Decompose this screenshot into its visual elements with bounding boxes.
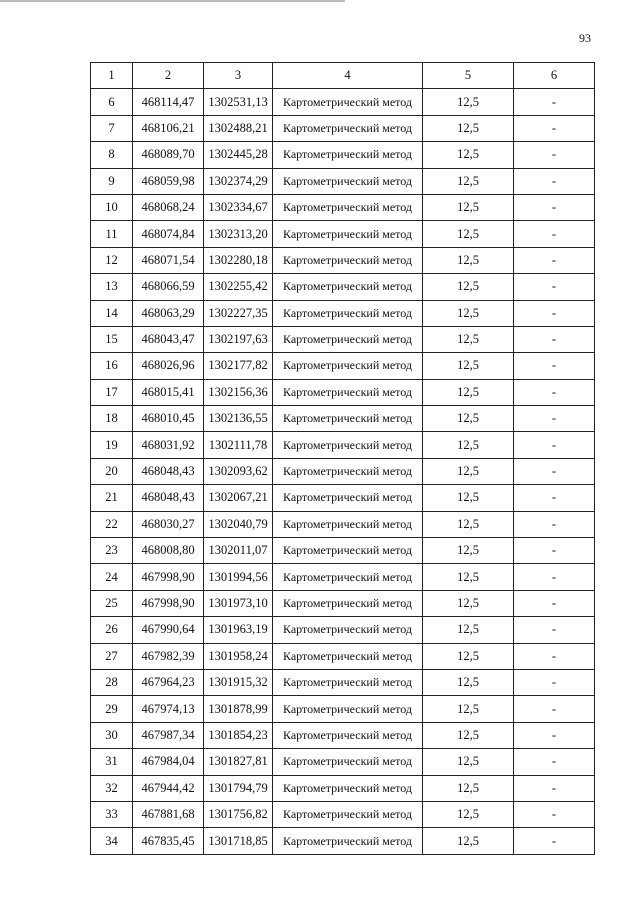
method-cell: Картометрический метод — [273, 432, 423, 458]
point-number-cell: 9 — [91, 168, 133, 194]
note-cell: - — [514, 432, 595, 458]
method-cell: Картометрический метод — [273, 696, 423, 722]
note-cell: - — [514, 828, 595, 854]
y-coordinate-cell: 1301854,23 — [204, 722, 273, 748]
table-row — [91, 406, 595, 432]
table-row — [91, 564, 595, 590]
column-header-2: 2 — [133, 63, 204, 89]
y-coordinate-cell: 1301958,24 — [204, 643, 273, 669]
point-number-cell: 6 — [91, 89, 133, 115]
point-number-cell: 30 — [91, 722, 133, 748]
accuracy-cell: 12,5 — [423, 194, 514, 220]
note-cell: - — [514, 300, 595, 326]
column-header-4: 4 — [273, 63, 423, 89]
method-cell: Картометрический метод — [273, 194, 423, 220]
point-number-cell: 19 — [91, 432, 133, 458]
table-row — [91, 379, 595, 405]
accuracy-cell: 12,5 — [423, 432, 514, 458]
note-cell: - — [514, 590, 595, 616]
y-coordinate-cell: 1301915,32 — [204, 669, 273, 695]
point-number-cell: 21 — [91, 485, 133, 511]
y-coordinate-cell: 1301794,79 — [204, 775, 273, 801]
x-coordinate-cell: 468048,43 — [133, 485, 204, 511]
point-number-cell: 7 — [91, 115, 133, 141]
method-cell: Картометрический метод — [273, 353, 423, 379]
table-row — [91, 274, 595, 300]
note-cell: - — [514, 669, 595, 695]
x-coordinate-cell: 468015,41 — [133, 379, 204, 405]
x-coordinate-cell: 467944,42 — [133, 775, 204, 801]
table-row — [91, 617, 595, 643]
y-coordinate-cell: 1302255,42 — [204, 274, 273, 300]
x-coordinate-cell: 467990,64 — [133, 617, 204, 643]
x-coordinate-cell: 468031,92 — [133, 432, 204, 458]
accuracy-cell: 12,5 — [423, 775, 514, 801]
table-row — [91, 221, 595, 247]
column-header-5: 5 — [423, 63, 514, 89]
x-coordinate-cell: 468043,47 — [133, 326, 204, 352]
accuracy-cell: 12,5 — [423, 168, 514, 194]
point-number-cell: 32 — [91, 775, 133, 801]
method-cell: Картометрический метод — [273, 669, 423, 695]
x-coordinate-cell: 467974,13 — [133, 696, 204, 722]
method-cell: Картометрический метод — [273, 89, 423, 115]
point-number-cell: 8 — [91, 142, 133, 168]
note-cell: - — [514, 406, 595, 432]
y-coordinate-cell: 1302280,18 — [204, 247, 273, 273]
x-coordinate-cell: 467982,39 — [133, 643, 204, 669]
x-coordinate-cell: 468089,70 — [133, 142, 204, 168]
x-coordinate-cell: 468026,96 — [133, 353, 204, 379]
point-number-cell: 13 — [91, 274, 133, 300]
table-row — [91, 590, 595, 616]
table-row — [91, 194, 595, 220]
table-row — [91, 722, 595, 748]
y-coordinate-cell: 1301718,85 — [204, 828, 273, 854]
note-cell: - — [514, 538, 595, 564]
method-cell: Картометрический метод — [273, 643, 423, 669]
method-cell: Картометрический метод — [273, 221, 423, 247]
x-coordinate-cell: 468063,29 — [133, 300, 204, 326]
method-cell: Картометрический метод — [273, 590, 423, 616]
note-cell: - — [514, 326, 595, 352]
point-number-cell: 25 — [91, 590, 133, 616]
note-cell: - — [514, 643, 595, 669]
accuracy-cell: 12,5 — [423, 590, 514, 616]
point-number-cell: 29 — [91, 696, 133, 722]
x-coordinate-cell: 468071,54 — [133, 247, 204, 273]
accuracy-cell: 12,5 — [423, 142, 514, 168]
accuracy-cell: 12,5 — [423, 89, 514, 115]
y-coordinate-cell: 1302197,63 — [204, 326, 273, 352]
point-number-cell: 20 — [91, 458, 133, 484]
note-cell: - — [514, 168, 595, 194]
point-number-cell: 23 — [91, 538, 133, 564]
accuracy-cell: 12,5 — [423, 538, 514, 564]
y-coordinate-cell: 1301963,19 — [204, 617, 273, 643]
table-body — [91, 89, 595, 854]
x-coordinate-cell: 468010,45 — [133, 406, 204, 432]
point-number-cell: 27 — [91, 643, 133, 669]
accuracy-cell: 12,5 — [423, 511, 514, 537]
accuracy-cell: 12,5 — [423, 696, 514, 722]
point-number-cell: 15 — [91, 326, 133, 352]
note-cell: - — [514, 775, 595, 801]
x-coordinate-cell: 468106,21 — [133, 115, 204, 141]
accuracy-cell: 12,5 — [423, 353, 514, 379]
point-number-cell: 31 — [91, 749, 133, 775]
accuracy-cell: 12,5 — [423, 379, 514, 405]
accuracy-cell: 12,5 — [423, 643, 514, 669]
method-cell: Картометрический метод — [273, 564, 423, 590]
accuracy-cell: 12,5 — [423, 564, 514, 590]
note-cell: - — [514, 722, 595, 748]
accuracy-cell: 12,5 — [423, 247, 514, 273]
y-coordinate-cell: 1302011,07 — [204, 538, 273, 564]
point-number-cell: 16 — [91, 353, 133, 379]
y-coordinate-cell: 1302488,21 — [204, 115, 273, 141]
point-number-cell: 14 — [91, 300, 133, 326]
note-cell: - — [514, 89, 595, 115]
method-cell: Картометрический метод — [273, 511, 423, 537]
accuracy-cell: 12,5 — [423, 722, 514, 748]
x-coordinate-cell: 468030,27 — [133, 511, 204, 537]
method-cell: Картометрический метод — [273, 379, 423, 405]
column-header-6: 6 — [514, 63, 595, 89]
point-number-cell: 24 — [91, 564, 133, 590]
y-coordinate-cell: 1301827,81 — [204, 749, 273, 775]
header-row — [91, 63, 595, 89]
x-coordinate-cell: 468059,98 — [133, 168, 204, 194]
x-coordinate-cell: 468048,43 — [133, 458, 204, 484]
point-number-cell: 11 — [91, 221, 133, 247]
note-cell: - — [514, 115, 595, 141]
point-number-cell: 33 — [91, 801, 133, 827]
x-coordinate-cell: 468114,47 — [133, 89, 204, 115]
point-number-cell: 10 — [91, 194, 133, 220]
note-cell: - — [514, 221, 595, 247]
note-cell: - — [514, 379, 595, 405]
y-coordinate-cell: 1302093,62 — [204, 458, 273, 484]
note-cell: - — [514, 617, 595, 643]
y-coordinate-cell: 1302374,29 — [204, 168, 273, 194]
note-cell: - — [514, 564, 595, 590]
table-row — [91, 326, 595, 352]
x-coordinate-cell: 467998,90 — [133, 564, 204, 590]
page-number: 93 — [579, 31, 591, 45]
table-row — [91, 643, 595, 669]
accuracy-cell: 12,5 — [423, 458, 514, 484]
note-cell: - — [514, 247, 595, 273]
point-number-cell: 22 — [91, 511, 133, 537]
table-row — [91, 458, 595, 484]
accuracy-cell: 12,5 — [423, 406, 514, 432]
method-cell: Картометрический метод — [273, 326, 423, 352]
point-number-cell: 34 — [91, 828, 133, 854]
point-number-cell: 26 — [91, 617, 133, 643]
y-coordinate-cell: 1301973,10 — [204, 590, 273, 616]
y-coordinate-cell: 1302111,78 — [204, 432, 273, 458]
method-cell: Картометрический метод — [273, 749, 423, 775]
accuracy-cell: 12,5 — [423, 828, 514, 854]
column-header-3: 3 — [204, 63, 273, 89]
method-cell: Картометрический метод — [273, 274, 423, 300]
method-cell: Картометрический метод — [273, 168, 423, 194]
table-row — [91, 485, 595, 511]
accuracy-cell: 12,5 — [423, 617, 514, 643]
method-cell: Картометрический метод — [273, 406, 423, 432]
method-cell: Картометрический метод — [273, 300, 423, 326]
y-coordinate-cell: 1302531,13 — [204, 89, 273, 115]
accuracy-cell: 12,5 — [423, 485, 514, 511]
y-coordinate-cell: 1302136,55 — [204, 406, 273, 432]
accuracy-cell: 12,5 — [423, 221, 514, 247]
method-cell: Картометрический метод — [273, 247, 423, 273]
accuracy-cell: 12,5 — [423, 669, 514, 695]
x-coordinate-cell: 467998,90 — [133, 590, 204, 616]
top-edge-rule — [0, 0, 345, 2]
table-row — [91, 749, 595, 775]
y-coordinate-cell: 1301756,82 — [204, 801, 273, 827]
x-coordinate-cell: 468068,24 — [133, 194, 204, 220]
y-coordinate-cell: 1302177,82 — [204, 353, 273, 379]
x-coordinate-cell: 468066,59 — [133, 274, 204, 300]
note-cell: - — [514, 696, 595, 722]
y-coordinate-cell: 1302156,36 — [204, 379, 273, 405]
method-cell: Картометрический метод — [273, 775, 423, 801]
table-row — [91, 511, 595, 537]
accuracy-cell: 12,5 — [423, 274, 514, 300]
table-row — [91, 801, 595, 827]
y-coordinate-cell: 1302445,28 — [204, 142, 273, 168]
y-coordinate-cell: 1302334,67 — [204, 194, 273, 220]
method-cell: Картометрический метод — [273, 617, 423, 643]
x-coordinate-cell: 467881,68 — [133, 801, 204, 827]
column-header-1: 1 — [91, 63, 133, 89]
note-cell: - — [514, 353, 595, 379]
point-number-cell: 28 — [91, 669, 133, 695]
note-cell: - — [514, 142, 595, 168]
point-number-cell: 17 — [91, 379, 133, 405]
x-coordinate-cell: 468008,80 — [133, 538, 204, 564]
y-coordinate-cell: 1301878,99 — [204, 696, 273, 722]
method-cell: Картометрический метод — [273, 828, 423, 854]
x-coordinate-cell: 467835,45 — [133, 828, 204, 854]
accuracy-cell: 12,5 — [423, 300, 514, 326]
method-cell: Картометрический метод — [273, 485, 423, 511]
method-cell: Картометрический метод — [273, 142, 423, 168]
accuracy-cell: 12,5 — [423, 326, 514, 352]
accuracy-cell: 12,5 — [423, 749, 514, 775]
method-cell: Картометрический метод — [273, 722, 423, 748]
note-cell: - — [514, 194, 595, 220]
table-row — [91, 828, 595, 854]
table-row — [91, 247, 595, 273]
table-row — [91, 669, 595, 695]
method-cell: Картометрический метод — [273, 801, 423, 827]
point-number-cell: 18 — [91, 406, 133, 432]
y-coordinate-cell: 1302313,20 — [204, 221, 273, 247]
note-cell: - — [514, 274, 595, 300]
table-row — [91, 432, 595, 458]
table-row — [91, 696, 595, 722]
x-coordinate-cell: 467964,23 — [133, 669, 204, 695]
method-cell: Картометрический метод — [273, 115, 423, 141]
table-row — [91, 89, 595, 115]
table-row — [91, 142, 595, 168]
y-coordinate-cell: 1302067,21 — [204, 485, 273, 511]
note-cell: - — [514, 458, 595, 484]
y-coordinate-cell: 1301994,56 — [204, 564, 273, 590]
point-number-cell: 12 — [91, 247, 133, 273]
table-row — [91, 168, 595, 194]
table-row — [91, 775, 595, 801]
note-cell: - — [514, 485, 595, 511]
table-row — [91, 538, 595, 564]
method-cell: Картометрический метод — [273, 458, 423, 484]
table-row — [91, 115, 595, 141]
y-coordinate-cell: 1302040,79 — [204, 511, 273, 537]
coordinates-table — [90, 62, 595, 855]
y-coordinate-cell: 1302227,35 — [204, 300, 273, 326]
x-coordinate-cell: 467987,34 — [133, 722, 204, 748]
accuracy-cell: 12,5 — [423, 801, 514, 827]
accuracy-cell: 12,5 — [423, 115, 514, 141]
table-row — [91, 300, 595, 326]
x-coordinate-cell: 468074,84 — [133, 221, 204, 247]
note-cell: - — [514, 749, 595, 775]
x-coordinate-cell: 467984,04 — [133, 749, 204, 775]
note-cell: - — [514, 801, 595, 827]
table-row — [91, 353, 595, 379]
method-cell: Картометрический метод — [273, 538, 423, 564]
note-cell: - — [514, 511, 595, 537]
